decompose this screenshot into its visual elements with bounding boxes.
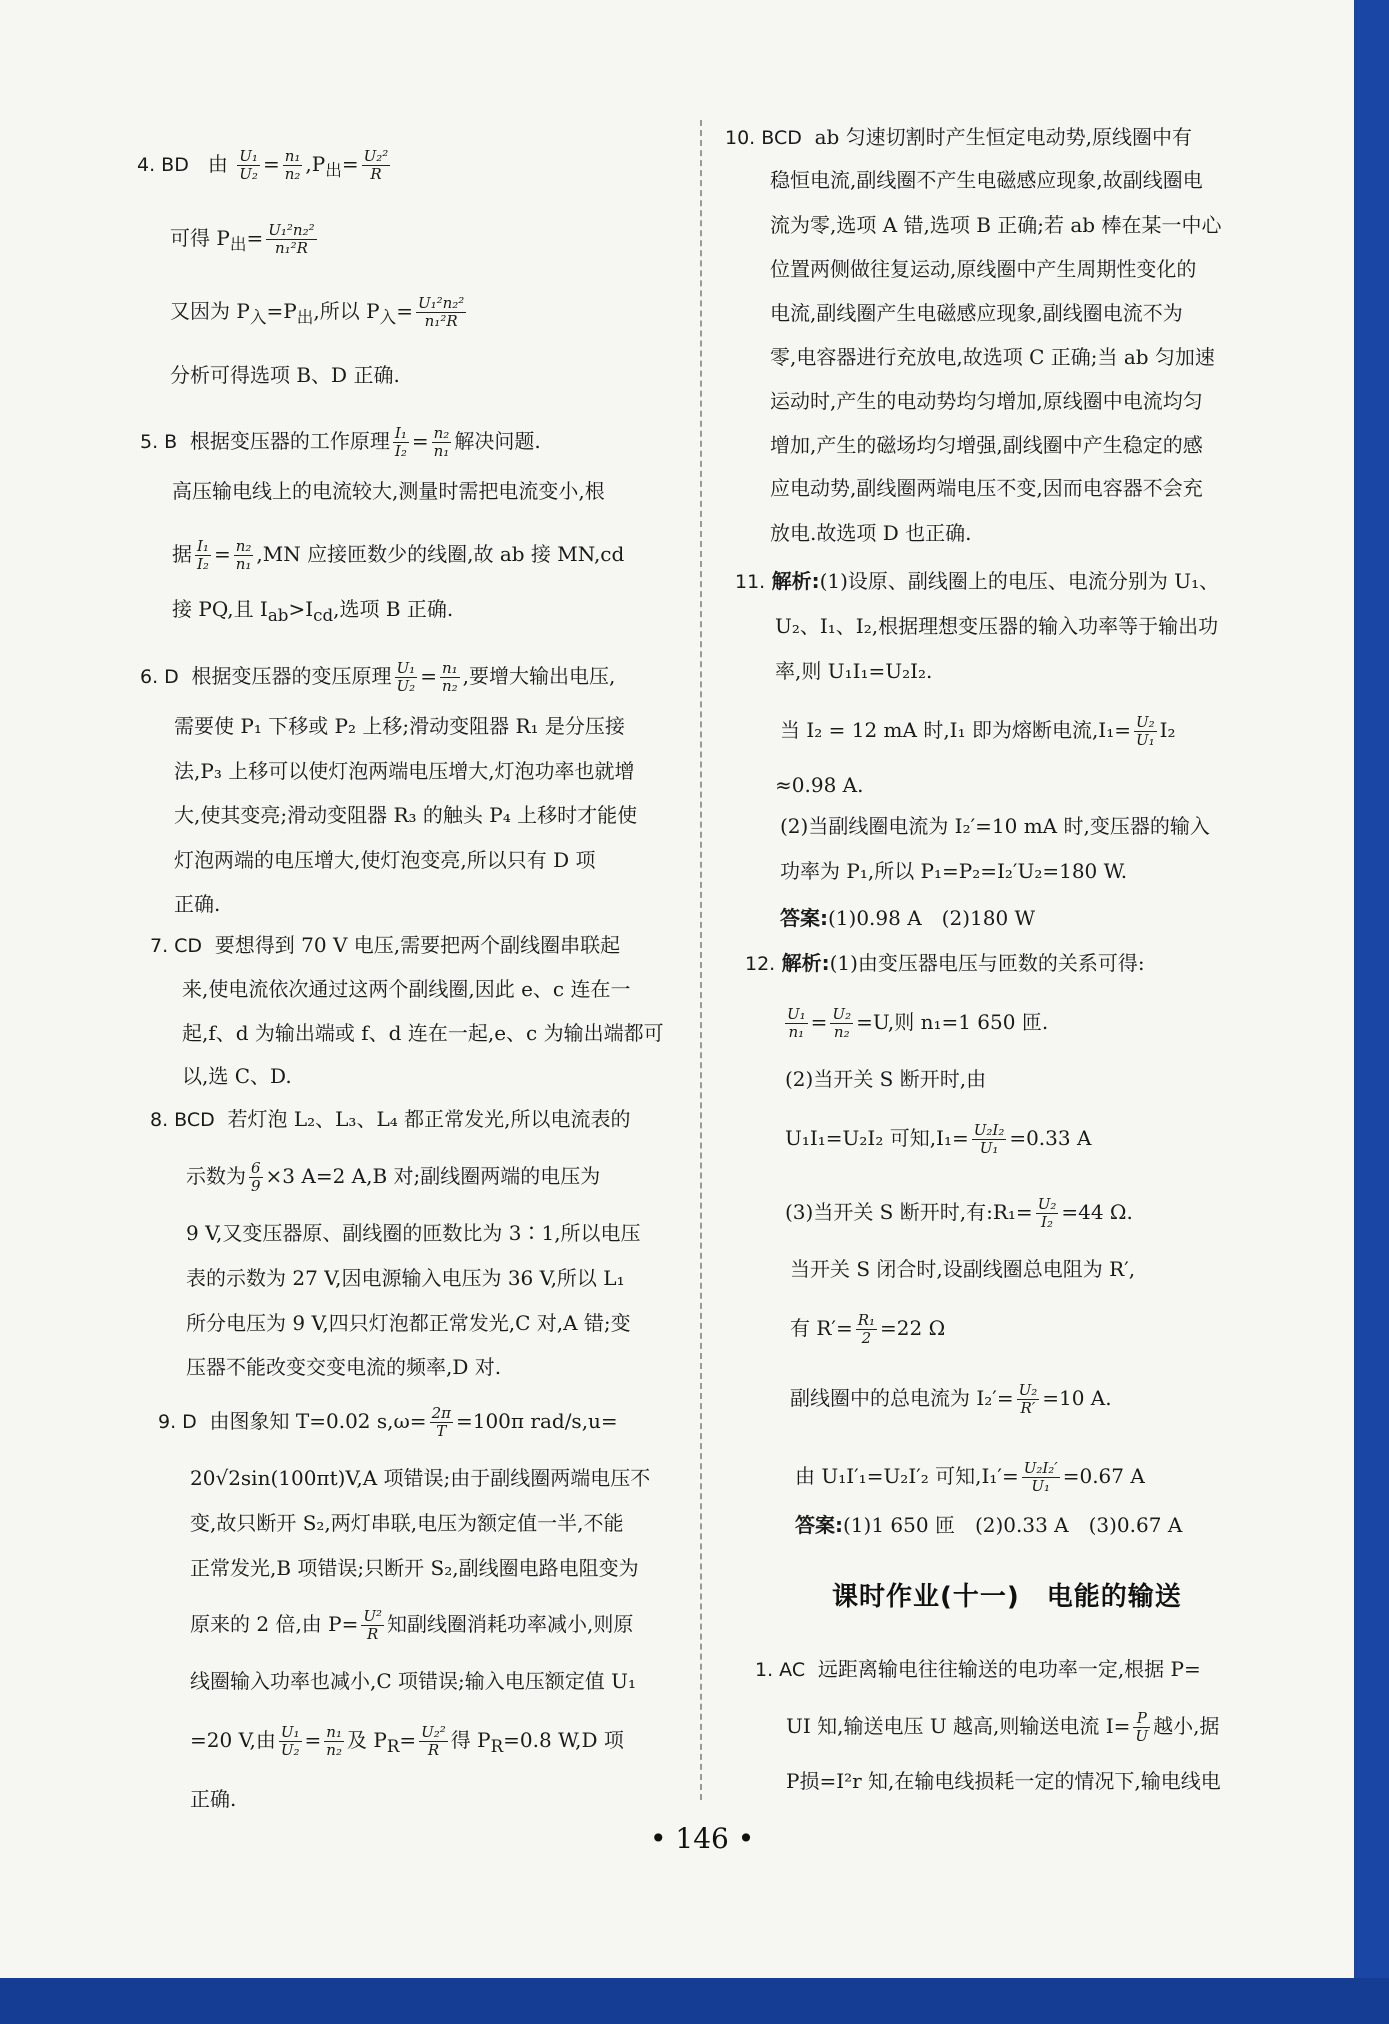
fraction: $\frac{P}{U}$ bbox=[1135, 1709, 1149, 1745]
fraction: $\frac{\text{U₂}}{\text{I₂}}$ bbox=[1037, 1195, 1057, 1231]
section-answer-1-line-1: 1. AC 远距离输电往往输送的电功率一定,根据 P= bbox=[755, 1657, 1201, 1681]
answer-10-line-2: 稳恒电流,副线圈不产生电磁感应现象,故副线圈电 bbox=[770, 168, 1203, 192]
fraction: $\frac{\text{U₂}}{\text{n₂}}$ bbox=[832, 1005, 852, 1041]
answer-6-line-6: 正确. bbox=[174, 892, 221, 916]
fraction: $\frac{\text{U₁²n₂²}}{\text{n₁²R}}$ bbox=[268, 221, 315, 257]
answer-11-line-6: (2)当副线圈电流为 I₂′=10 mA 时,变压器的输入 bbox=[780, 814, 1210, 838]
answer-9-line-8: 正确. bbox=[190, 1787, 237, 1811]
fraction: $\frac{\text{U₁}}{\text{U₂}}$ bbox=[280, 1723, 300, 1759]
answer-12-line-7: 有 R′= $\frac{\text{R₁}}{2}$ =22 Ω bbox=[790, 1311, 946, 1347]
fraction: $\frac{2\pi}{T}$ bbox=[431, 1404, 451, 1440]
fraction: $\frac{\text{n₂}}{\text{n₁}}$ bbox=[433, 424, 450, 460]
answer-11-line-3: 率,则 U₁I₁=U₂I₂. bbox=[775, 659, 933, 683]
answer-6-line-4: 大,使其变亮;滑动变阻器 R₃ 的触头 P₄ 上移时才能使 bbox=[174, 803, 638, 827]
answer-12-line-4: U₁I₁=U₂I₂ 可知,I₁= $\frac{\text{U₂I₂}}{\text{U₁}}$ =0.33 A bbox=[785, 1121, 1092, 1157]
fraction: $\frac{\text{n₂}}{\text{n₁}}$ bbox=[235, 537, 252, 573]
answer-12-line-6: 当开关 S 闭合时,设副线圈总电阻为 R′, bbox=[790, 1257, 1136, 1281]
answer-10-line-1: 10. BCD ab 匀速切割时产生恒定电动势,原线圈中有 bbox=[725, 125, 1193, 149]
fraction: $\frac{\text{U₁}}{\text{U₂}}$ bbox=[239, 147, 258, 183]
answer-5-line-3: 据 $\frac{\text{I₁}}{\text{I₂}}$ = $\frac{\text{n₂}}{\text{n₁}}$ ,MN 应接匝数少的线圈,故 ab 接 MN,cd bbox=[172, 537, 625, 573]
answer-10-line-6: 零,电容器进行充放电,故选项 C 正确;当 ab 匀加速 bbox=[770, 345, 1215, 369]
fraction: $\frac{\text{I₁}}{\text{I₂}}$ bbox=[394, 424, 407, 460]
fraction: $\frac{\text{I₁}}{\text{I₂}}$ bbox=[197, 537, 209, 573]
section-answer-1-line-3: P损=I²r 知,在输电线损耗一定的情况下,输电线电 bbox=[786, 1769, 1221, 1793]
answer-4-line-3: 又因为 $P_入=P_出$,所以 $P_入=$ $\frac{\text{U₁²n₂²}}{\text{n₁²R}}$ bbox=[170, 294, 465, 330]
answer-9-line-5: 原来的 2 倍,由 P= $\frac{\text{U²}}{R}$ 知副线圈消耗功率减小,则原 bbox=[190, 1607, 634, 1643]
scan-background-bottom bbox=[0, 1978, 1389, 2024]
answer-8-line-2: 示数为 $\frac{6}{9}$ ×3 A=2 A,B 对;副线圈两端的电压为 bbox=[186, 1159, 601, 1195]
answer-7-line-3: 起,f、d 为输出端或 f、d 连在一起,e、c 为输出端都可 bbox=[182, 1021, 664, 1045]
fraction: $\frac{\text{U₂I₂′}}{\text{U₁}}$ bbox=[1023, 1459, 1058, 1495]
answer-8-line-3: 9 V,又变压器原、副线圈的匝数比为 3∶1,所以电压 bbox=[186, 1221, 641, 1245]
scan-background-right bbox=[1354, 0, 1389, 2024]
answer-9-line-7: =20 V,由 $\frac{\text{U₁}}{\text{U₂}}$ = $\frac{\text{n₁}}{\text{n₂}}$ 及 $P_R=$ $\frac{\text{U₂²}}{R}$ 得 $P_R=0.8$ W,D 项 bbox=[190, 1723, 624, 1759]
answer-6-line-5: 灯泡两端的电压增大,使灯泡变亮,所以只有 D 项 bbox=[174, 848, 596, 872]
answer-11-line-4: 当 I₂ = 12 mA 时,I₁ 即为熔断电流,I₁= $\frac{\text{U₂}}{\text{U₁}}$ I₂ bbox=[780, 713, 1176, 749]
answer-5-line-1: 5. B 根据变压器的工作原理 $\frac{\text{I₁}}{\text{I₂}}$ = $\frac{\text{n₂}}{\text{n₁}}$ 解决问题. bbox=[140, 424, 541, 460]
answer-8-line-5: 所分电压为 9 V,四只灯泡都正常发光,C 对,A 错;变 bbox=[186, 1311, 631, 1335]
answer-7-line-1: 7. CD 要想得到 70 V 电压,需要把两个副线圈串联起 bbox=[150, 933, 621, 957]
answer-10-line-10: 放电.故选项 D 也正确. bbox=[770, 521, 972, 545]
answer-5-line-4: 接 PQ,且 $I_{ab}>I_{cd}$,选项 B 正确. bbox=[172, 597, 454, 625]
fraction: $\frac{\text{U₂}}{\text{U₁}}$ bbox=[1136, 713, 1155, 749]
answer-10-line-9: 应电动势,副线圈两端电压不变,因而电容器不会充 bbox=[770, 476, 1203, 500]
answer-5-line-2: 高压输电线上的电流较大,测量时需把电流变小,根 bbox=[172, 479, 605, 503]
answer-4-line-1: 4. BD 由 $\frac{\text{U₁}}{\text{U₂}}$ = $\frac{\text{n₁}}{\text{n₂}}$ $,P_出=$ $\frac{\text{U₂²}}{R}$ bbox=[137, 147, 389, 183]
fraction: $\frac{\text{n₁}}{\text{n₂}}$ bbox=[326, 1723, 342, 1759]
answer-12-line-5: (3)当开关 S 断开时,有:R₁= $\frac{\text{U₂}}{\text{I₂}}$ =44 Ω. bbox=[785, 1195, 1133, 1231]
fraction: $\frac{\text{U₁²n₂²}}{\text{n₁²R}}$ bbox=[417, 294, 465, 330]
answer-6-line-3: 法,P₃ 上移可以使灯泡两端电压增大,灯泡功率也就增 bbox=[174, 759, 635, 783]
fraction: $\frac{\text{n₁}}{\text{n₂}}$ bbox=[284, 147, 301, 183]
answer-9-line-4: 正常发光,B 项错误;只断开 S₂,副线圈电路电阻变为 bbox=[190, 1556, 639, 1580]
answer-10-line-7: 运动时,产生的电动势均匀增加,原线圈中电流均匀 bbox=[770, 389, 1203, 413]
answer-11-line-1: 11. 解析:(1)设原、副线圈上的电压、电流分别为 U₁、 bbox=[735, 569, 1220, 593]
answer-11-answer: 答案:(1)0.98 A (2)180 W bbox=[780, 906, 1036, 930]
section-answer-1-line-2: UI 知,输送电压 U 越高,则输送电流 I= $\frac{P}{U}$ 越小,据 bbox=[786, 1709, 1220, 1745]
answer-4-line-2: 可得 $P_出=$ $\frac{\text{U₁²n₂²}}{\text{n₁²R}}$ bbox=[170, 221, 315, 257]
answer-12-line-9: 由 U₁I′₁=U₂I′₂ 可知,I₁′= $\frac{\text{U₂I₂′}}{\text{U₁}}$ =0.67 A bbox=[795, 1459, 1145, 1495]
answer-10-line-5: 电流,副线圈产生电磁感应现象,副线圈电流不为 bbox=[770, 301, 1183, 325]
answer-11-line-2: U₂、I₁、I₂,根据理想变压器的输入功率等于输出功 bbox=[775, 614, 1219, 638]
answer-10-line-4: 位置两侧做往复运动,原线圈中产生周期性变化的 bbox=[770, 257, 1197, 281]
fraction: $\frac{6}{9}$ bbox=[251, 1159, 261, 1195]
answer-12-answer: 答案:(1)1 650 匝 (2)0.33 A (3)0.67 A bbox=[795, 1513, 1183, 1537]
answer-10-line-8: 增加,产生的磁场均匀增强,副线圈中产生稳定的感 bbox=[770, 433, 1203, 457]
answer-9-line-6: 线圈输入功率也减小,C 项错误;输入电压额定值 U₁ bbox=[190, 1669, 636, 1693]
page-number: • 146 • bbox=[650, 1822, 755, 1855]
answer-12-line-8: 副线圈中的总电流为 I₂′= $\frac{\text{U₂}}{R'}$ =10 A. bbox=[790, 1381, 1112, 1417]
fraction: $\frac{\text{n₁}}{\text{n₂}}$ bbox=[441, 659, 458, 695]
answer-11-line-7: 功率为 P₁,所以 P₁=P₂=I₂′U₂=180 W. bbox=[780, 859, 1128, 883]
fraction: $\frac{\text{R₁}}{2}$ bbox=[857, 1311, 876, 1347]
fraction: $\frac{\text{U₂I₂}}{\text{U₁}}$ bbox=[973, 1121, 1005, 1157]
answer-6-line-1: 6. D 根据变压器的变压原理 $\frac{\text{U₁}}{\text{U₂}}$ = $\frac{\text{n₁}}{\text{n₂}}$ ,要增大输出电压, bbox=[140, 659, 616, 695]
answer-11-line-5: ≈0.98 A. bbox=[775, 773, 864, 797]
answer-10-line-3: 流为零,选项 A 错,选项 B 正确;若 ab 棒在某一中心 bbox=[770, 213, 1222, 237]
answer-12-line-2: $\frac{\text{U₁}}{\text{n₁}}$ = $\frac{\text{U₂}}{\text{n₂}}$ =U,则 n₁=1 650 匝. bbox=[787, 1005, 1049, 1041]
answer-9-line-1: 9. D 由图象知 T=0.02 s,ω= $\frac{2\pi}{T}$ =100π rad/s,u= bbox=[158, 1404, 618, 1440]
fraction: $\frac{\text{U₂}}{R'}$ bbox=[1018, 1381, 1038, 1417]
fraction: $\frac{\text{U₂²}}{R}$ bbox=[421, 1723, 446, 1759]
fraction: $\frac{\text{U₁}}{\text{n₁}}$ bbox=[787, 1005, 806, 1041]
answer-8-line-4: 表的示数为 27 V,因电源输入电压为 36 V,所以 L₁ bbox=[186, 1266, 625, 1290]
fraction: $\frac{\text{U₁}}{\text{U₂}}$ bbox=[396, 659, 416, 695]
fraction: $\frac{\text{U₂²}}{R}$ bbox=[363, 147, 389, 183]
answer-6-line-2: 需要使 P₁ 下移或 P₂ 上移;滑动变阻器 R₁ 是分压接 bbox=[174, 714, 625, 738]
column-divider bbox=[700, 120, 702, 1800]
answer-9-line-3: 变,故只断开 S₂,两灯串联,电压为额定值一半,不能 bbox=[190, 1511, 624, 1535]
answer-4-line-4: 分析可得选项 B、D 正确. bbox=[170, 363, 400, 387]
answer-12-line-1: 12. 解析:(1)由变压器电压与匝数的关系可得: bbox=[745, 951, 1145, 975]
answer-12-line-3: (2)当开关 S 断开时,由 bbox=[785, 1067, 987, 1091]
answer-8-line-6: 压器不能改变交变电流的频率,D 对. bbox=[186, 1355, 502, 1379]
answer-7-line-2: 来,使电流依次通过这两个副线圈,因此 e、c 连在一 bbox=[182, 977, 631, 1001]
answer-7-line-4: 以,选 C、D. bbox=[182, 1064, 292, 1088]
section-title: 课时作业(十一) 电能的输送 bbox=[832, 1582, 1182, 1612]
answer-8-line-1: 8. BCD 若灯泡 L₂、L₃、L₄ 都正常发光,所以电流表的 bbox=[150, 1107, 631, 1131]
fraction: $\frac{\text{U²}}{R}$ bbox=[363, 1607, 383, 1643]
answer-9-line-2: 20√2sin(100πt)V,A 项错误;由于副线圈两端电压不 bbox=[190, 1466, 651, 1490]
